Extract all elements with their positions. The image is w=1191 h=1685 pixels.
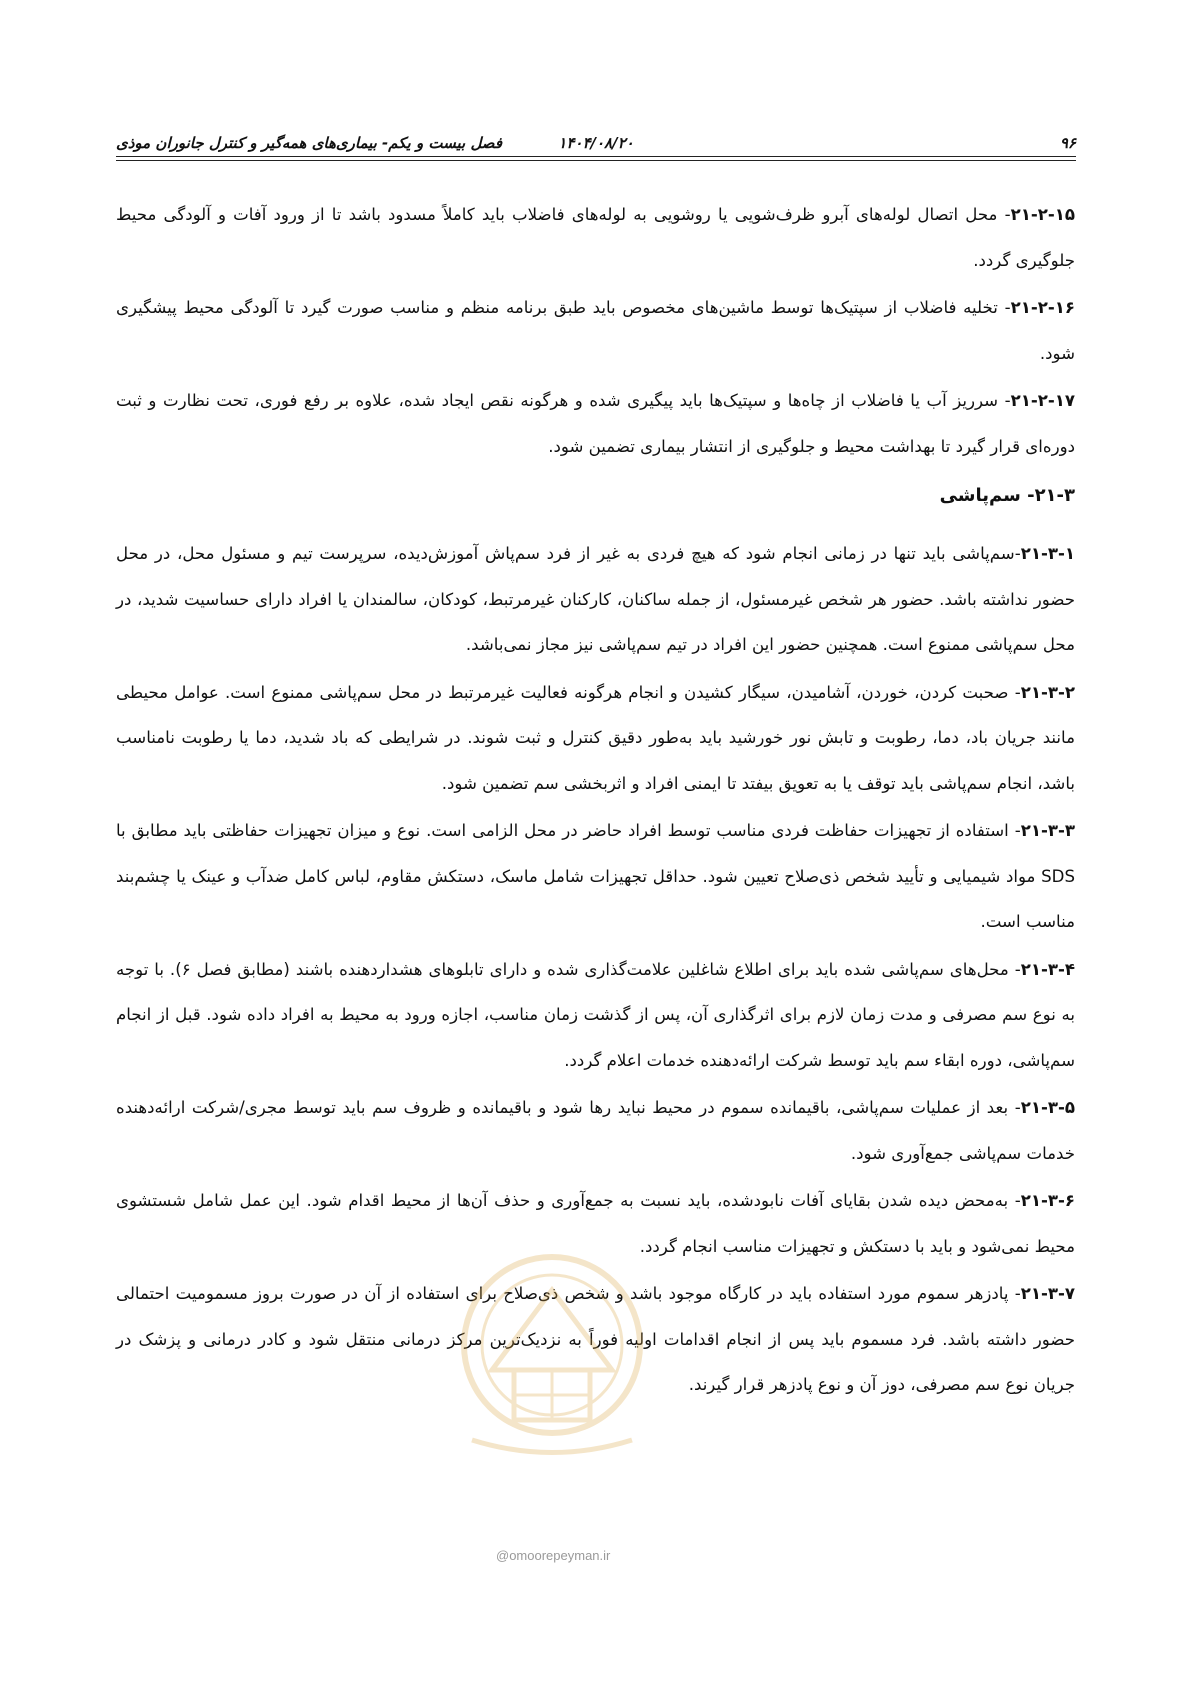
clause-number: ۲۱-۳-۴ bbox=[1020, 959, 1075, 979]
watermark-text: @omoorepeyman.ir bbox=[496, 1548, 611, 1563]
paragraph bbox=[116, 670, 1075, 807]
paragraph-text: - استفاده از تجهیزات حفاظت فردی مناسب توسط افراد حاضر در محل الزامی است. نوع و میزان تجهیزات حفاظتی باید مطابق با SDS مواد شیمیایی و تأیید شخص ذی‌صلاح تعیین شود. حداقل تجهیزات شامل ماسک، دستکش مقاوم، لباس کامل ضدآب و عینک یا چشم‌بند مناسب است. bbox=[116, 821, 1075, 931]
header-rule bbox=[116, 156, 1076, 157]
paragraph bbox=[116, 531, 1075, 668]
header-date: ۱۴۰۴/۰۸/۲۰ bbox=[558, 134, 634, 152]
paragraph bbox=[116, 808, 1075, 945]
clause-number: ۲۱-۲-۱۵ bbox=[1010, 205, 1075, 224]
clause-number: ۲۱-۳-۲ bbox=[1020, 682, 1075, 702]
clause-number: ۲۱-۳-۳ bbox=[1020, 821, 1075, 840]
clause-number: ۲۱-۳-۱ bbox=[1020, 544, 1075, 563]
paragraph-text: - پادزهر سموم مورد استفاده باید در کارگاه موجود باشد و شخص ذی‌صلاح برای استفاده از آن در صورت بروز مسمومیت احتمالی حضور داشته باشد. فرد مسموم باید پس از انجام اقدامات اولیه فوراً به نزدیک‌ترین مرکز درمانی منتقل شود و کادر درمانی و پزشک در جریان نوع سم مصرفی، دوز آن و نوع پادزهر قرار گیرند. bbox=[116, 1284, 1075, 1394]
paragraph bbox=[116, 1178, 1075, 1269]
page-header bbox=[116, 128, 1076, 156]
paragraph-text: - به‌محض دیده شدن بقایای آفات نابودشده، باید نسبت به جمع‌آوری و حذف آن‌ها از محیط اقدام شود. این عمل شامل شستشوی محیط نمی‌شود و باید با دستکش و تجهیزات مناسب انجام گردد. bbox=[116, 1191, 1075, 1256]
section-heading: ۲۱-۳- سم‌پاشی bbox=[939, 485, 1075, 506]
clause-number: ۲۱-۳-۷ bbox=[1020, 1284, 1075, 1303]
clause-number: ۲۱-۳-۶ bbox=[1020, 1191, 1075, 1210]
page-number: ۹۶ bbox=[1059, 134, 1076, 152]
paragraph-text: - محل‌های سم‌پاشی شده باید برای اطلاع شاغلین علامت‌گذاری شده و دارای تابلوهای هشداردهنده باشند (مطابق فصل ۶). با توجه به نوع سم مصرفی و مدت زمان لازم برای اثرگذاری آن، پس از گذشت زمان مناسب، اجازه ورود به محیط به افراد داده شود. قبل از انجام سم‌پاشی، دوره ابقاء سم باید توسط شرکت ارائه‌دهنده خدمات اعلام گردد. bbox=[116, 959, 1075, 1070]
paragraph bbox=[116, 192, 1075, 283]
document-body bbox=[116, 192, 1075, 1410]
paragraph bbox=[116, 378, 1075, 469]
paragraph-text: -سم‌پاشی باید تنها در زمانی انجام شود که هیچ فردی به غیر از فرد سم‌پاش آموزش‌دیده، سرپرست تیم و مسئول محل، در محل حضور نداشته باشد. حضور هر شخص غیرمسئول، از جمله ساکنان، کارکنان غیرمرتبط، کودکان، سالمندان یا افراد دارای حساسیت شدید، در محل سم‌پاشی ممنوع است. همچنین حضور این افراد در تیم سم‌پاشی نیز مجاز نمی‌باشد. bbox=[116, 544, 1075, 654]
paragraph bbox=[116, 947, 1075, 1084]
clause-number: ۲۱-۳-۵ bbox=[1020, 1098, 1075, 1117]
chapter-title: فصل بیست و یکم- بیماری‌های همه‌گیر و کنترل جانوران موذی bbox=[116, 134, 502, 152]
header-rule-thin bbox=[116, 160, 1076, 161]
paragraph-text: - محل اتصال لوله‌های آبرو ظرف‌شویی یا روشویی به لوله‌های فاضلاب باید کاملاً مسدود باشد تا از ورود آفات و آلودگی محیط جلوگیری گردد. bbox=[116, 205, 1075, 270]
paragraph bbox=[116, 285, 1075, 376]
paragraph bbox=[116, 1085, 1075, 1176]
paragraph bbox=[116, 1271, 1075, 1408]
clause-number: ۲۱-۲-۱۷ bbox=[1010, 391, 1075, 410]
paragraph-text: - صحبت کردن، خوردن، آشامیدن، سیگار کشیدن و انجام هرگونه فعالیت غیرمرتبط در محل سم‌پاشی ممنوع است. عوامل محیطی مانند جریان باد، دما، رطوبت و تابش نور خورشید باید به‌طور دقیق کنترل و ثبت شوند. در شرایطی که باد شدید، دما یا رطوبت نامناسب باشد، انجام سم‌پاشی باید توقف یا به تعویق بیفتد تا ایمنی افراد و اثربخشی سم تضمین شود. bbox=[116, 682, 1075, 793]
paragraph-text: - تخلیه فاضلاب از سپتیک‌ها توسط ماشین‌های مخصوص باید طبق برنامه منظم و مناسب صورت گیرد تا آلودگی محیط پیشگیری شود. bbox=[116, 298, 1075, 363]
clause-number: ۲۱-۲-۱۶ bbox=[1010, 298, 1075, 317]
paragraph-text: - بعد از عملیات سم‌پاشی، باقیمانده سموم در محیط نباید رها شود و باقیمانده و ظروف سم باید توسط مجری/شرکت ارائه‌دهنده خدمات سم‌پاشی جمع‌آوری شود. bbox=[116, 1098, 1075, 1163]
paragraph-text: - سرریز آب یا فاضلاب از چاه‌ها و سپتیک‌ها باید پیگیری شده و هرگونه نقص ایجاد شده، علاوه بر رفع فوری، تحت نظارت و ثبت دوره‌ای قرار گیرد تا بهداشت محیط و جلوگیری از انتشار بیماری تضمین شود. bbox=[116, 391, 1075, 456]
